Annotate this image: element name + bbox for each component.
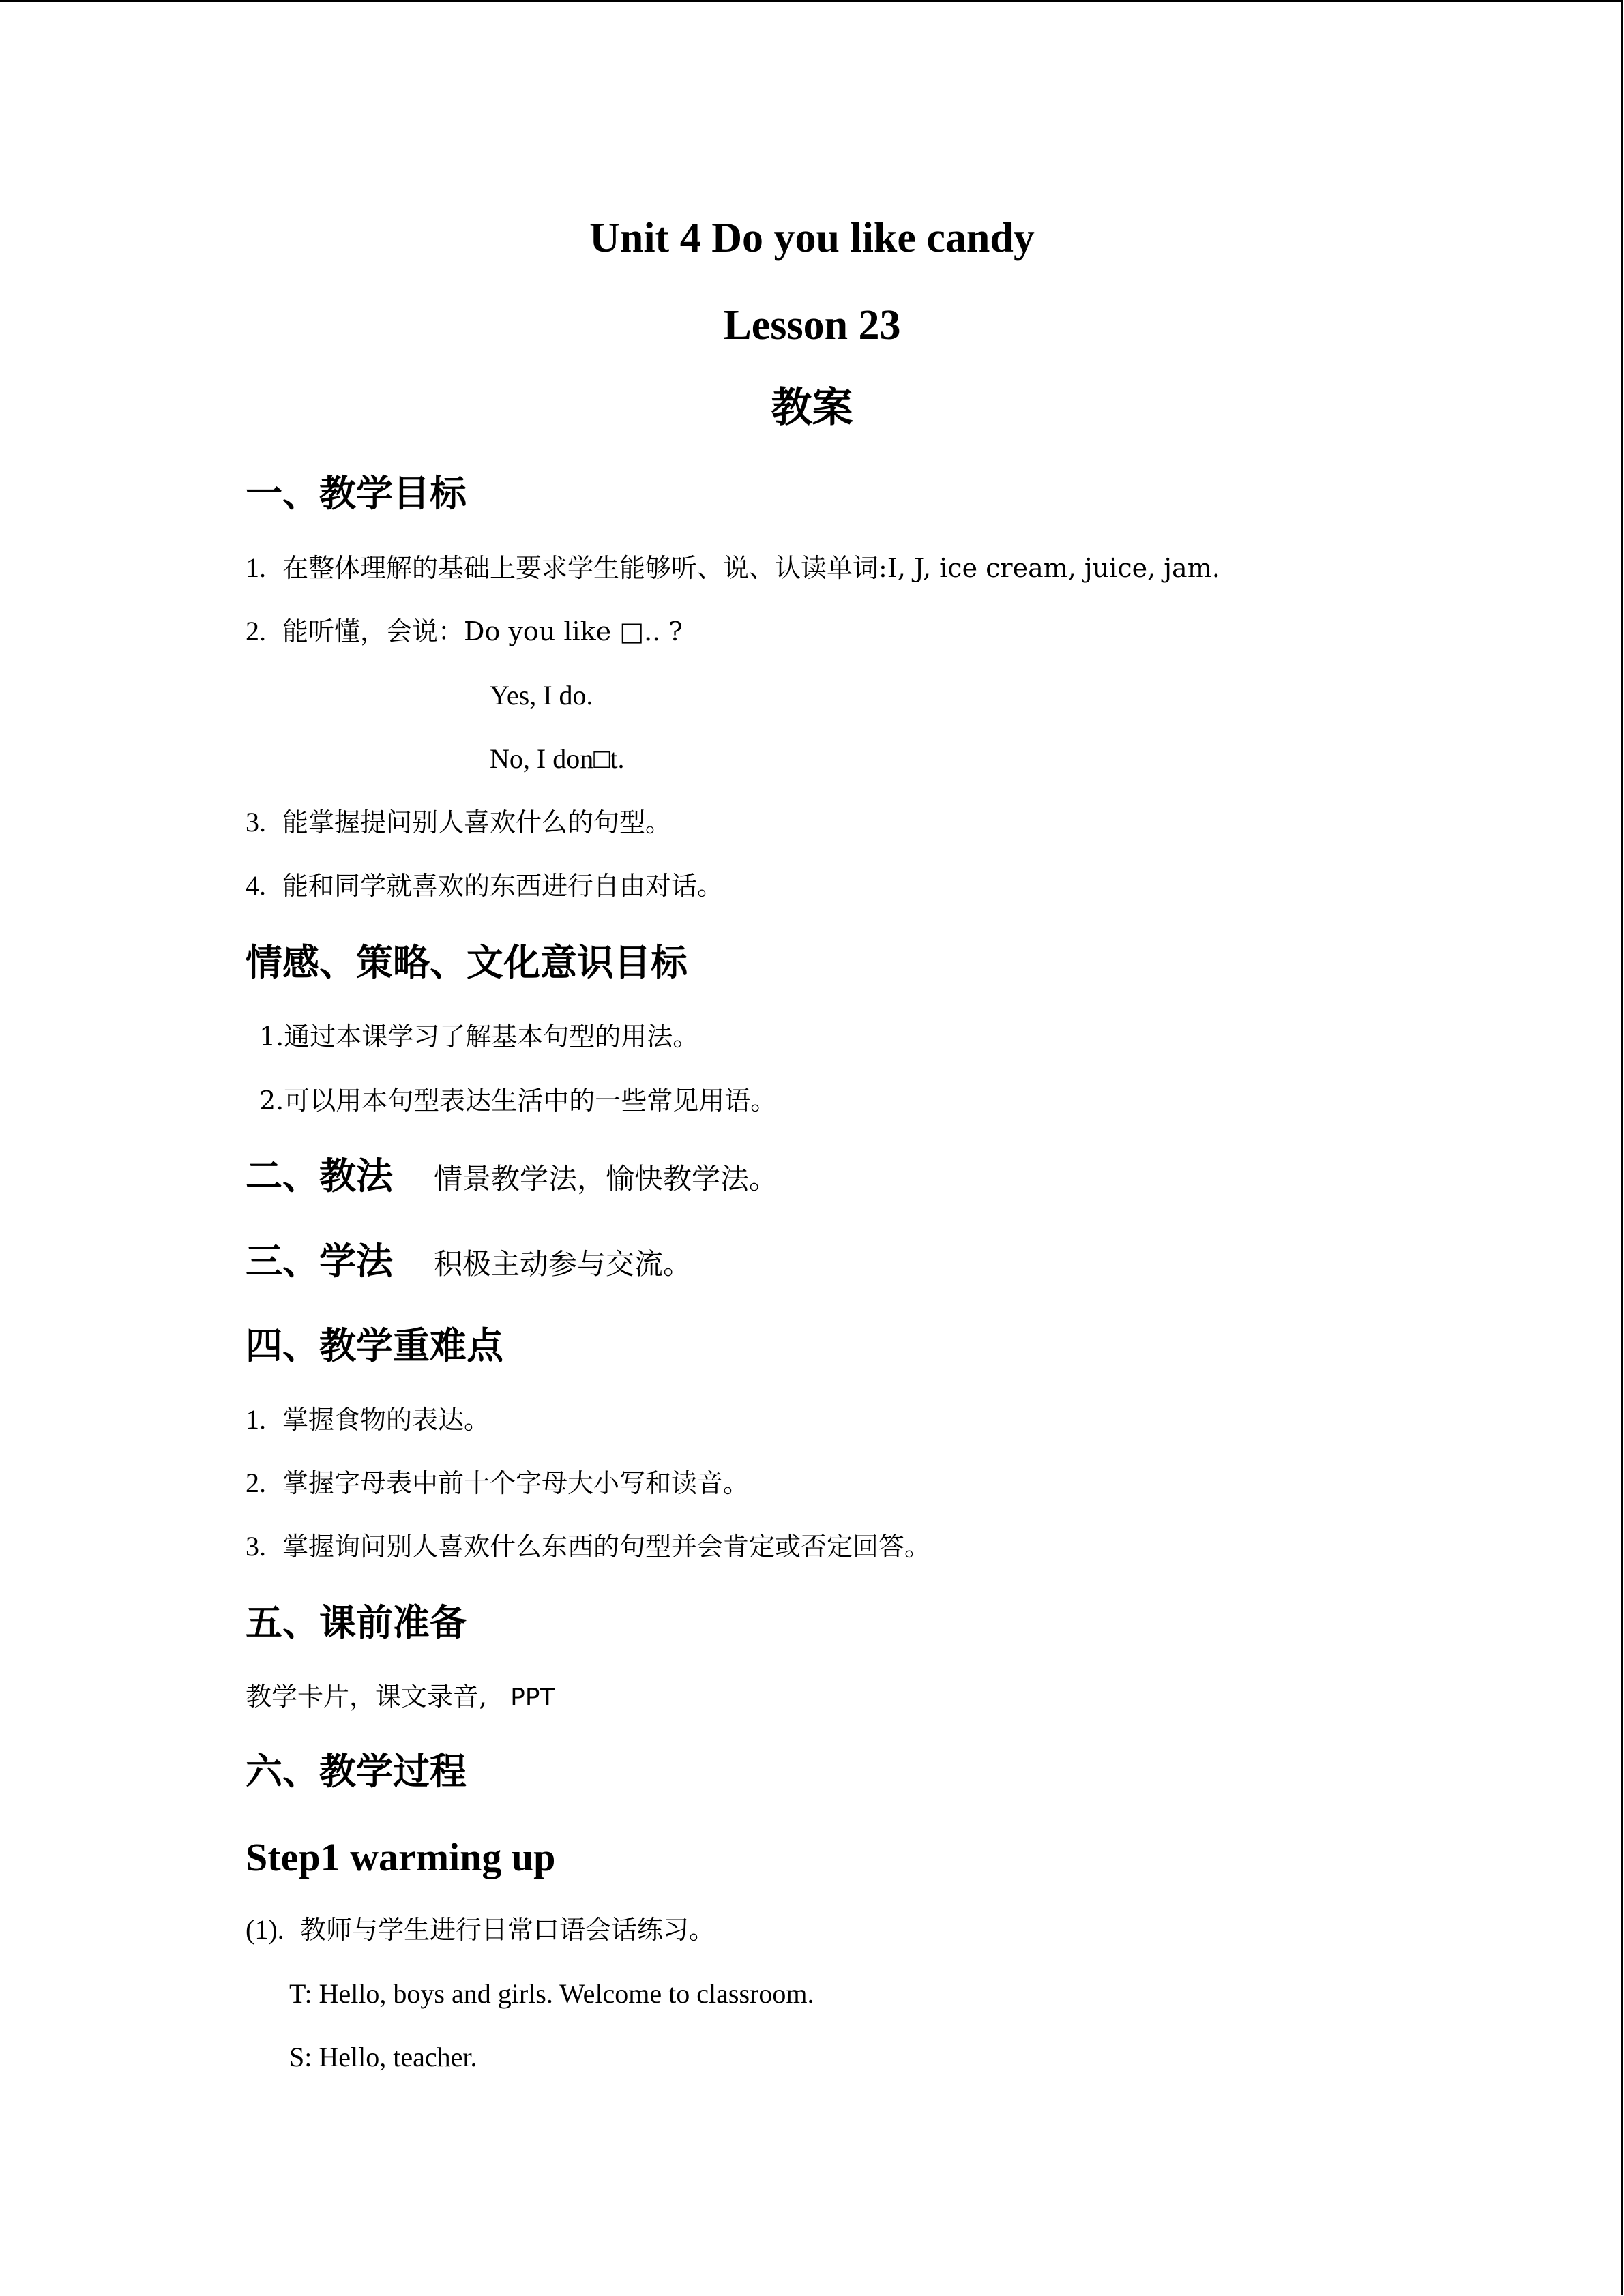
objective-item-4: [246, 872, 723, 899]
preparation-content: [246, 1683, 555, 1710]
teaching-method-content: 情景教学法，愉快教学法。: [434, 1162, 778, 1195]
objective-item-3-num: 3.: [246, 807, 266, 837]
objective-answer-no: No, I don□t.: [490, 743, 625, 774]
section-heading-key-points: 四、教学重难点: [246, 1324, 503, 1367]
dialog-line-teacher: T: Hello, boys and girls. Welcome to classroom.: [289, 1978, 814, 2009]
key-point-item-3: [246, 1533, 930, 1560]
affect-item-1: [259, 1023, 698, 1050]
step1-item-1: [246, 1916, 715, 1943]
key-point-item-1-text: 掌握食物的表达。: [282, 1405, 490, 1435]
objective-item-2: [246, 618, 683, 645]
step1-heading: Step1 warming up: [246, 1835, 556, 1879]
key-point-item-3-num: 3.: [246, 1531, 266, 1562]
section-heading-preparation: 五、课前准备: [246, 1601, 467, 1644]
key-point-item-1: [246, 1406, 490, 1433]
document-subtitle: Lesson 23: [723, 302, 901, 348]
key-point-item-2: [246, 1467, 750, 1498]
affect-item-1-text: 1.通过本课学习了解基本句型的用法。: [259, 1022, 699, 1052]
step1-item-1-text: 教师与学生进行日常口语会话练习。: [300, 1915, 715, 1945]
objective-item-3: [246, 809, 671, 836]
affect-item-2-text: 2.可以用本句型表达生活中的一些常见用语。: [259, 1086, 777, 1116]
affect-item-2: [259, 1087, 776, 1114]
objective-item-3-text: 能掌握提问别人喜欢什么的句型。: [282, 807, 672, 837]
section-heading-learning-method: [246, 1240, 692, 1283]
objective-item-1-num: 1.: [246, 552, 266, 583]
section-heading-objectives: 一、教学目标: [246, 472, 467, 515]
key-point-item-1-num: 1.: [246, 1404, 266, 1435]
objective-item-1-text: 在整体理解的基础上要求学生能够听、说、认读单词:I, J, ice cream, juice, jam.: [282, 553, 1220, 583]
step1-item-1-num: (1).: [246, 1914, 284, 1945]
key-point-item-2-text: 掌握字母表中前十个字母大小写和读音。: [282, 1468, 750, 1498]
document-type: 教案: [771, 384, 853, 432]
dialog-line-student: S: Hello, teacher.: [289, 2042, 477, 2072]
section-heading-teaching-method: [246, 1154, 778, 1197]
learning-method-content: 积极主动参与交流。: [434, 1247, 692, 1281]
objective-item-2-num: 2.: [246, 616, 266, 646]
document-title: Unit 4 Do you like candy: [589, 215, 1035, 261]
objective-item-2-text: 能听懂，会说：Do you like □.. ?: [282, 616, 683, 646]
objective-item-4-num: 4.: [246, 870, 266, 901]
learning-method-heading: 三、学法: [246, 1240, 393, 1283]
preparation-content-cn: 教学卡片，课文录音,: [246, 1682, 488, 1712]
key-point-item-3-text: 掌握询问别人喜欢什么东西的句型并会肯定或否定回答。: [282, 1532, 931, 1562]
objective-item-1: [246, 554, 1220, 582]
section-heading-affect: 情感、策略、文化意识目标: [246, 941, 688, 984]
preparation-content-en: PPT: [510, 1684, 555, 1712]
key-point-item-2-num: 2.: [246, 1467, 266, 1498]
teaching-method-heading: 二、教法: [246, 1154, 393, 1197]
section-heading-process: 六、教学过程: [246, 1750, 467, 1793]
objective-item-4-text: 能和同学就喜欢的东西进行自由对话。: [282, 871, 724, 901]
objective-answer-yes: Yes, I do.: [490, 680, 593, 711]
